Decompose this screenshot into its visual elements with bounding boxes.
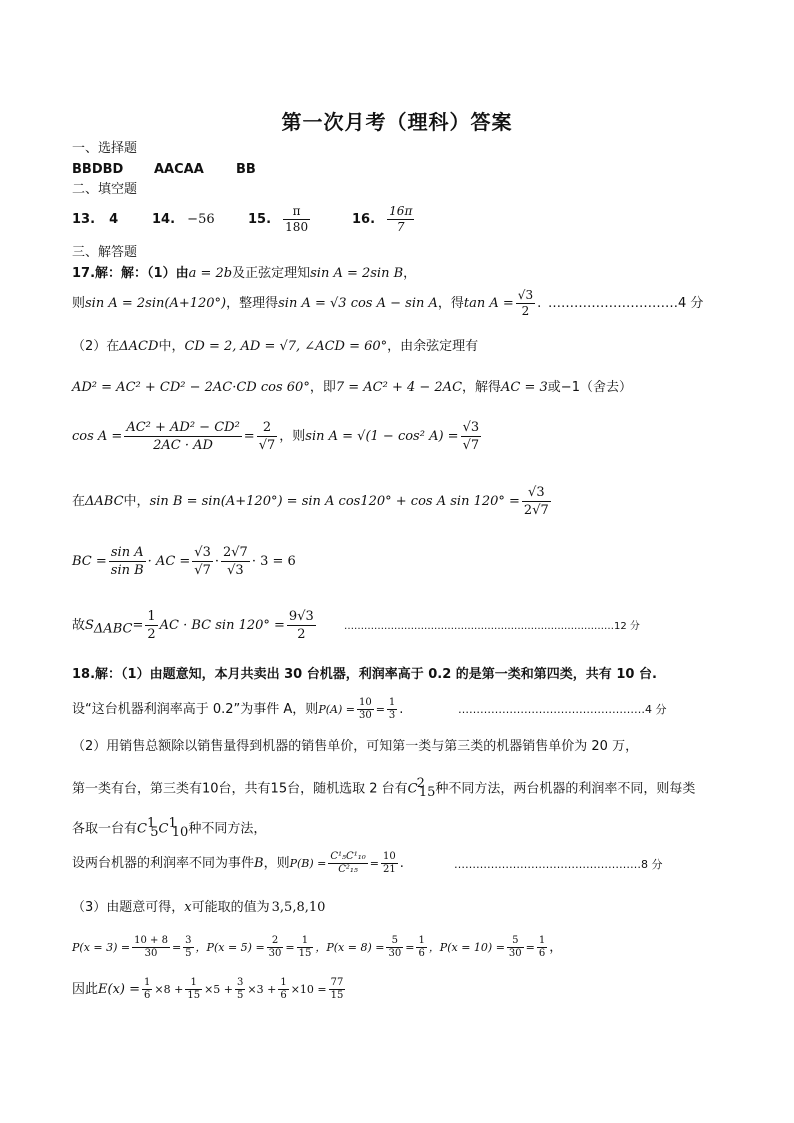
fraction-denominator: 30 bbox=[358, 710, 372, 721]
fraction-numerator: √3 bbox=[462, 420, 480, 435]
fraction-numerator: C¹₅C¹₁₀ bbox=[330, 851, 366, 862]
q18-text: 第一类有台，第三类有10台，共有15台，随机选取 2 台有 bbox=[72, 781, 408, 797]
q18-fraction bbox=[507, 935, 524, 960]
fraction-numerator: 10 bbox=[382, 851, 396, 862]
q17-tan-fraction bbox=[516, 288, 535, 319]
equals: = bbox=[369, 857, 379, 870]
q18-fraction bbox=[381, 851, 398, 876]
q18-text: 各取一台有 bbox=[72, 821, 138, 837]
fill-answers-row bbox=[72, 211, 118, 229]
fraction-numerator: 2 bbox=[267, 935, 284, 948]
q17-text: ，即 bbox=[309, 380, 336, 395]
q17-line-2: 则sin A = 2sin(A+120°)，整理得sin A = √3 cos A − sin A，得tan A = $\frac{√3}{2}$ . bbox=[72, 288, 542, 318]
q17-eq: · 3 = 6 bbox=[251, 554, 296, 569]
q17-text: 中， bbox=[123, 494, 150, 509]
q18-fraction bbox=[328, 851, 367, 876]
q18-fraction bbox=[142, 977, 152, 1002]
fraction-numerator: 3 bbox=[185, 935, 192, 946]
q18-fraction bbox=[329, 977, 346, 1002]
q18-text: 种不同方法， bbox=[188, 821, 267, 837]
q13-answer: 4 bbox=[109, 212, 119, 227]
fraction-numerator: 2√7 bbox=[223, 545, 248, 560]
fraction-numerator: 1 bbox=[388, 697, 396, 708]
choice-answers-3: BB bbox=[236, 162, 256, 177]
q18-line-9 bbox=[72, 971, 347, 1009]
q17-text: 或−1（舍去） bbox=[547, 380, 632, 395]
q18-prob: ，P(x = 5) = bbox=[195, 941, 265, 954]
section-solve-heading: 三、解答题 bbox=[72, 245, 138, 260]
q17-fraction bbox=[522, 484, 551, 519]
q14-row bbox=[152, 211, 215, 229]
q17-line-8 bbox=[72, 604, 318, 652]
q18-line-7 bbox=[72, 899, 325, 917]
q17-fraction bbox=[287, 608, 316, 643]
fraction-denominator: C²₁₅ bbox=[338, 864, 358, 875]
q18-prob: P(x = 3) = bbox=[72, 941, 131, 954]
q18-line-2 bbox=[72, 694, 403, 726]
fraction-numerator: 10 bbox=[358, 697, 372, 708]
q17-fraction bbox=[109, 544, 146, 579]
q17-line-3 bbox=[72, 338, 478, 356]
fraction-numerator: AC² + AD² − CD² bbox=[126, 420, 240, 435]
q18-fraction bbox=[132, 935, 170, 960]
q18-fraction bbox=[267, 935, 284, 960]
q18-fraction bbox=[235, 977, 245, 1002]
fraction-denominator: √3 bbox=[227, 563, 244, 578]
q17-text: 故 bbox=[72, 618, 86, 633]
q16-fraction bbox=[387, 204, 414, 235]
q18-text: 可能取的值为 bbox=[191, 900, 270, 915]
q17-eq-a-2b: a = 2b bbox=[188, 266, 233, 281]
fraction-numerator: 1 bbox=[147, 609, 156, 624]
q18-term: ×8 + bbox=[154, 983, 184, 996]
q17-eq: S bbox=[85, 618, 94, 633]
fraction-denominator: 6 bbox=[280, 990, 287, 1001]
equals: = bbox=[243, 429, 255, 444]
q13-number: 13. bbox=[72, 212, 96, 227]
fraction-numerator: √3 bbox=[194, 545, 211, 560]
q17-heading: 17.解：解：（1）由 bbox=[72, 266, 189, 281]
q15-denominator: 180 bbox=[285, 220, 309, 234]
q17-eq: sin A = √(1 − cos² A) = bbox=[305, 429, 459, 444]
q17-fraction bbox=[221, 544, 250, 579]
q17-eq: AC = 3 bbox=[501, 380, 548, 395]
fraction-denominator: 30 bbox=[268, 948, 282, 959]
q18-text: 种不同方法，两台机器的利润率不同，则每类 bbox=[435, 781, 696, 797]
q17-text: 在 bbox=[72, 494, 86, 509]
q17-eq-sine: sin A = 2sin B bbox=[310, 266, 404, 281]
comb-sub: 10 bbox=[171, 824, 189, 840]
q16-row bbox=[352, 201, 416, 239]
fraction-numerator: 1 bbox=[280, 977, 287, 988]
q18-fraction bbox=[386, 935, 403, 960]
fraction-denominator: 2√7 bbox=[523, 503, 549, 518]
q18-line-1: 18.解：（1）由题意知，本月共卖出 30 台机器，利润率高于 0.2 的是第一类和第四类，共有 10 台. bbox=[72, 667, 657, 682]
fraction-numerator: √3 bbox=[522, 484, 551, 502]
q18-combination: C bbox=[407, 781, 418, 797]
q18-prob: ，P(x = 8) = bbox=[315, 941, 385, 954]
q17-eq: CD = 2, AD = √7, ∠ACD = 60° bbox=[184, 339, 388, 354]
fraction-denominator: 15 bbox=[330, 990, 344, 1001]
q18-eq: P(B) = bbox=[289, 857, 327, 870]
fraction-denominator: 15 bbox=[187, 990, 201, 1001]
q17-eq: sin B = sin(A+120°) = sin A cos120° + cos A sin 120° = bbox=[149, 494, 520, 509]
fraction-denominator: 15 bbox=[298, 948, 312, 959]
section-fill-heading: 二、填空题 bbox=[72, 182, 138, 197]
choice-answers-2: AACAA bbox=[154, 162, 204, 177]
q17-text: 及正弦定理知 bbox=[232, 266, 311, 281]
q17-line-4 bbox=[72, 379, 632, 397]
q17-text: 则 bbox=[72, 296, 86, 311]
page-title: 第一次月考（理科）答案 bbox=[281, 110, 513, 134]
fraction-numerator: 5 bbox=[507, 935, 524, 948]
q18-text: 设两台机器的利润率不同为事件 bbox=[72, 856, 255, 871]
q15-fraction bbox=[283, 204, 310, 235]
q17-eq-tan: tan A = bbox=[463, 296, 514, 311]
q18-line-6 bbox=[72, 846, 404, 882]
fraction-numerator: 10 + 8 bbox=[134, 935, 168, 946]
q17-text: ，解得 bbox=[462, 380, 502, 395]
fraction-denominator: √7 bbox=[462, 438, 480, 453]
fraction-numerator: 1 bbox=[418, 935, 425, 946]
q18-fraction bbox=[416, 935, 426, 960]
section-choice-heading: 一、选择题 bbox=[72, 141, 138, 156]
q17-score-12: ………………………………………………………………………12 分 bbox=[344, 621, 640, 632]
fraction-denominator: 6 bbox=[144, 990, 151, 1001]
fraction-denominator: √7 bbox=[194, 563, 211, 578]
q17-line-1 bbox=[72, 265, 416, 283]
fraction-denominator: √7 bbox=[258, 438, 276, 453]
fraction-numerator: 77 bbox=[330, 977, 344, 988]
q14-number: 14. bbox=[152, 212, 176, 227]
fraction-numerator: 1 bbox=[144, 977, 151, 988]
q17-punct: ， bbox=[403, 266, 417, 281]
q18-fraction bbox=[357, 697, 374, 722]
q17-eq: sin A = √3 cos A − sin A bbox=[278, 296, 438, 311]
fraction-numerator: 9√3 bbox=[288, 609, 314, 624]
q18-text: ，则 bbox=[263, 856, 290, 871]
q17-fraction bbox=[257, 419, 278, 454]
fraction-denominator: sin B bbox=[110, 563, 144, 578]
fraction-numerator: 1 bbox=[185, 977, 202, 990]
q18-term: ×3 + bbox=[247, 983, 277, 996]
q17-fraction bbox=[461, 419, 482, 454]
q18-fraction bbox=[183, 935, 193, 960]
q18-score-4: ……………………………………………4 分 bbox=[458, 703, 667, 716]
q17-eq: · AC = bbox=[147, 554, 191, 569]
fraction-denominator: 30 bbox=[144, 948, 158, 959]
q18-fraction bbox=[278, 977, 288, 1002]
q17-line-5 bbox=[72, 415, 483, 459]
q18-eq: x bbox=[184, 900, 192, 915]
fraction-denominator: 6 bbox=[418, 948, 425, 959]
q17-text: 中， bbox=[158, 339, 185, 354]
q18-combination: C bbox=[158, 821, 169, 837]
fraction-numerator: 3 bbox=[237, 977, 244, 988]
q17-eq: ΔACD bbox=[119, 339, 159, 354]
q16-number: 16. bbox=[352, 212, 376, 227]
equals: = bbox=[375, 703, 385, 716]
fraction-denominator: 6 bbox=[538, 948, 546, 959]
q18-fraction bbox=[537, 935, 547, 960]
fraction-numerator: 5 bbox=[386, 935, 403, 948]
q18-fraction bbox=[387, 697, 397, 722]
q18-line-8: P(x = 3) = $\frac{10 + 8}{30}$ = $\frac{3}{5}$ ，P(x = 5) = $\frac{2}{30}$ = $\frac{1}{15}$ ，P(x = 8) = $\frac{5}{30}$ = $\frac{1}{6}$ ，P(x = 10) = $\frac{5}{30}$ = $\frac{1}{6}$ ， bbox=[72, 935, 563, 959]
q15-number: 15. bbox=[248, 212, 272, 227]
q17-subscript: ΔABC bbox=[93, 621, 133, 637]
q17-text: ，由余弦定理有 bbox=[387, 339, 479, 354]
q18-values: 3,5,8,10 bbox=[271, 900, 326, 915]
comb-sup: 1 bbox=[168, 816, 177, 831]
q17-text: ，得 bbox=[437, 296, 464, 311]
q15-row bbox=[248, 201, 312, 239]
q17-text: ，则 bbox=[279, 429, 306, 444]
fraction-numerator: 2 bbox=[257, 419, 278, 437]
fraction-denominator: 5 bbox=[185, 948, 192, 959]
q17-eq: sin A = 2sin(A+120°) bbox=[85, 296, 227, 311]
q18-punct: ， bbox=[549, 940, 563, 955]
q17-eq: BC = bbox=[72, 554, 107, 569]
q18-term: ×10 = bbox=[290, 983, 327, 996]
q18-prob: ，P(x = 10) = bbox=[428, 941, 505, 954]
choice-answers-1: BBDBD bbox=[72, 162, 124, 177]
q18-fraction bbox=[297, 935, 314, 960]
fraction-denominator: 5 bbox=[237, 990, 244, 1001]
fraction-denominator: 2 bbox=[297, 627, 306, 642]
q18-part3-heading: （3）由题意可得， bbox=[72, 900, 185, 915]
q17-part2-heading: （2）在 bbox=[72, 339, 120, 354]
fraction-numerator: 1 bbox=[297, 935, 314, 948]
q18-term: ×5 + bbox=[204, 983, 233, 996]
comb-sub: 15 bbox=[418, 784, 436, 800]
comb-sup: 2 bbox=[416, 776, 425, 791]
q17-text: ，整理得 bbox=[226, 296, 279, 311]
q17-eq: AC · BC sin 120° = bbox=[159, 618, 285, 633]
fraction-denominator: 30 bbox=[388, 948, 402, 959]
q17-line-7: BC = $\frac{\text{sin A}}{\text{sin B}}$ · AC = $\frac{√3}{√7}$ · $\frac{2√7}{√3}$ · 3 = 6 bbox=[72, 545, 296, 578]
q18-line-5 bbox=[72, 815, 266, 842]
q18-punct: . bbox=[399, 702, 404, 717]
fraction-denominator: 30 bbox=[508, 948, 522, 959]
q16-denominator: 7 bbox=[396, 220, 405, 234]
q15-numerator: π bbox=[283, 204, 310, 220]
q18-punct: . bbox=[399, 856, 404, 871]
q17-score-4: …………………………4 分 bbox=[548, 296, 704, 311]
q18-line-4 bbox=[72, 775, 695, 802]
comb-sup: 1 bbox=[146, 816, 156, 831]
fraction-numerator: √3 bbox=[517, 288, 534, 302]
q18-fraction bbox=[185, 977, 202, 1002]
q18-line-3: （2）用销售总额除以销售量得到机器的销售单价，可知第一类与第三类的机器销售单价为 20 万， bbox=[72, 739, 639, 754]
comb-sub: 5 bbox=[150, 824, 159, 840]
q18-eq: B bbox=[254, 856, 264, 871]
q16-numerator: 16π bbox=[389, 204, 413, 218]
q17-eq: 7 = AC² + 4 − 2AC bbox=[335, 380, 463, 395]
q17-fraction bbox=[192, 544, 213, 579]
q18-eq: P(A) = bbox=[318, 703, 355, 716]
q17-fraction bbox=[145, 608, 157, 643]
q18-combination: C bbox=[137, 821, 147, 837]
q18-text: 设“这台机器利润率高于 0.2”为事件 A，则 bbox=[72, 702, 319, 717]
q17-eq-cosine-law: AD² = AC² + CD² − 2AC·CD cos 60° bbox=[72, 380, 310, 395]
q18-text: 因此 bbox=[72, 982, 99, 997]
q18-score-8: ……………………………………………8 分 bbox=[454, 858, 663, 871]
equals: = bbox=[132, 618, 144, 633]
fraction-denominator: 21 bbox=[382, 864, 396, 875]
q17-eq: ΔABC bbox=[85, 494, 124, 509]
q18-expectation: E(x) = bbox=[98, 982, 141, 997]
fraction-denominator: 2 bbox=[147, 627, 156, 642]
fraction-numerator: sin A bbox=[109, 544, 146, 562]
q17-eq: cos A = bbox=[72, 429, 123, 444]
q14-answer: −56 bbox=[187, 212, 215, 227]
q17-fraction bbox=[124, 419, 241, 454]
fraction-numerator: 1 bbox=[538, 935, 546, 946]
q17-line-6 bbox=[72, 480, 553, 524]
fraction-denominator: 2 bbox=[521, 304, 530, 318]
fraction-denominator: 2AC · AD bbox=[153, 438, 213, 453]
fraction-denominator: 3 bbox=[388, 710, 396, 721]
